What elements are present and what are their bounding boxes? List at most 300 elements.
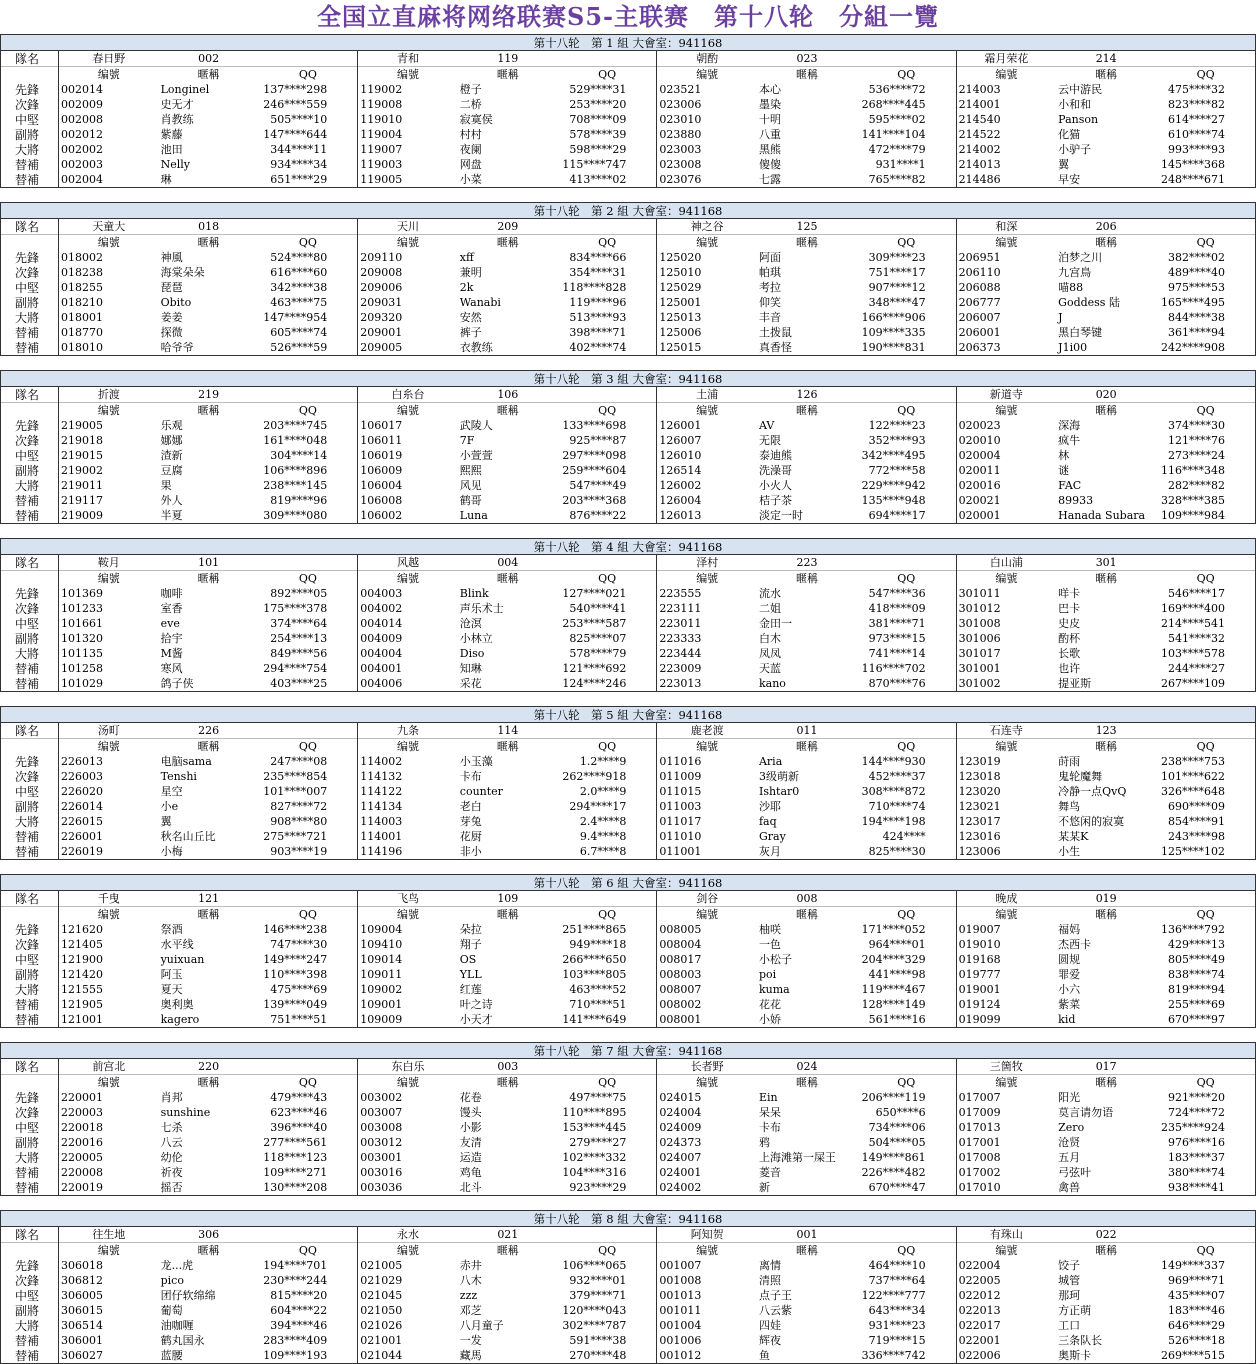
- player-id: 109014: [358, 952, 458, 967]
- player-id: 106004: [358, 478, 458, 493]
- col-header-nick: 暱稱: [757, 907, 857, 923]
- team-blank: [259, 219, 358, 235]
- player-qq: 133****698: [562, 418, 627, 432]
- player-nickname: 阳光: [1058, 1090, 1081, 1104]
- player-nickname: 黑白琴键: [1058, 325, 1103, 339]
- player-qq: 708****09: [569, 112, 627, 126]
- team-blank: [558, 1227, 657, 1243]
- position-label: 中堅: [1, 280, 59, 295]
- player-id: 121405: [59, 937, 159, 952]
- player-nickname: 蓝腰: [159, 1348, 259, 1364]
- col-header-nick: 暱稱: [458, 235, 558, 251]
- player-qq: 591****38: [569, 1333, 627, 1347]
- player-nickname: 海棠朵朵: [160, 265, 205, 279]
- player-id: 219117: [59, 493, 159, 508]
- player-qq: 297****098: [562, 448, 627, 462]
- player-nickname: 小e: [160, 799, 179, 813]
- player-nickname: 肖邦: [160, 1090, 183, 1104]
- table-row: [1, 82, 1256, 97]
- player-id: 226001: [59, 829, 159, 844]
- player-id: 011010: [657, 829, 757, 844]
- player-id: 306018: [59, 1258, 159, 1273]
- player-qq: 825****07: [569, 631, 627, 645]
- player-qq: 670****47: [857, 1180, 956, 1196]
- player-qq: 424****: [882, 829, 926, 843]
- player-qq: 578****39: [569, 127, 627, 141]
- group-block: [0, 1042, 1256, 1196]
- player-id: 301001: [956, 661, 1056, 676]
- player-nickname: eve: [160, 616, 180, 630]
- player-qq: 253****587: [562, 616, 627, 630]
- player-qq: 381****71: [868, 616, 926, 630]
- position-label: 替補: [1, 172, 59, 188]
- player-qq: 976****16: [1156, 1135, 1255, 1150]
- player-id: 021001: [358, 1333, 458, 1348]
- player-nickname: 卡布: [758, 1120, 781, 1134]
- team-name-label: 隊名: [1, 219, 59, 235]
- player-qq: 710****51: [569, 997, 627, 1011]
- player-id: 003008: [358, 1120, 458, 1135]
- player-id: 121420: [59, 967, 159, 982]
- player-id: 022001: [956, 1333, 1056, 1348]
- player-nickname: 老白: [459, 799, 482, 813]
- col-header-nick: 暱稱: [458, 67, 558, 83]
- player-qq: 441****98: [868, 967, 926, 981]
- player-qq: 475****32: [1156, 82, 1255, 97]
- player-qq: 907****12: [868, 280, 926, 294]
- team-name-label: 隊名: [1, 51, 59, 67]
- player-qq: 2.4****8: [579, 814, 627, 828]
- player-id: 126514: [657, 463, 757, 478]
- player-id: 219005: [59, 418, 159, 433]
- player-nickname: 菱音: [758, 1165, 781, 1179]
- player-id: 011003: [657, 799, 757, 814]
- player-nickname: 仰笑: [758, 295, 781, 309]
- player-qq: 497****75: [569, 1090, 627, 1104]
- group-block: [0, 202, 1256, 356]
- player-nickname: 鸦: [758, 1135, 770, 1149]
- team-blank: [1156, 891, 1255, 907]
- position-label: 替補: [1, 493, 59, 508]
- player-id: 020021: [956, 493, 1056, 508]
- position-label: 替補: [1, 1180, 59, 1196]
- player-nickname: 龙...虎: [160, 1258, 194, 1272]
- player-id: 004002: [358, 601, 458, 616]
- player-id: 017001: [956, 1135, 1056, 1150]
- team-name: 阿知贺: [657, 1227, 757, 1243]
- player-nickname: 小影: [459, 1120, 482, 1134]
- player-nickname: 咩卡: [1058, 586, 1081, 600]
- team-name: 飞鸟: [358, 891, 458, 907]
- player-qq: 838****74: [1156, 967, 1255, 982]
- player-nickname: 寂寞侯: [459, 112, 493, 126]
- player-qq: 309****080: [259, 508, 358, 524]
- player-qq: 934****34: [270, 157, 328, 171]
- player-nickname: 小娇: [757, 1012, 857, 1028]
- player-nickname: 呆呆: [758, 1105, 781, 1119]
- table-row: [1, 586, 1256, 601]
- player-qq: 139****049: [263, 997, 328, 1011]
- player-id: 209031: [358, 295, 458, 310]
- player-id: 121555: [59, 982, 159, 997]
- player-id: 206007: [956, 310, 1056, 325]
- player-id: 114002: [358, 754, 458, 769]
- player-nickname: 不悠闲的寂寞: [1058, 814, 1125, 828]
- player-nickname: 鹤丸国永: [160, 1333, 205, 1347]
- player-id: 214486: [956, 172, 1056, 188]
- player-id: 214540: [956, 112, 1056, 127]
- player-id: 019168: [956, 952, 1056, 967]
- player-id: 002012: [59, 127, 159, 142]
- player-id: 106017: [358, 418, 458, 433]
- team-name: 春日野: [59, 51, 159, 67]
- col-header-qq: QQ: [558, 67, 657, 83]
- player-id: 022006: [956, 1348, 1056, 1364]
- team-name-label: 隊名: [1, 723, 59, 739]
- player-nickname: 花厨: [459, 829, 482, 843]
- group-table: [0, 202, 1256, 356]
- player-nickname: 葡萄: [160, 1303, 183, 1317]
- player-nickname: 武陵人: [459, 418, 493, 432]
- col-header-nick: 暱稱: [159, 1075, 259, 1091]
- player-qq: 141****104: [861, 127, 926, 141]
- label-blank: [1, 1075, 59, 1091]
- table-row: [1, 325, 1256, 340]
- player-qq: 161****048: [263, 433, 328, 447]
- player-nickname: Ishtar0: [758, 784, 800, 798]
- table-row: [1, 1012, 1256, 1028]
- col-header-nick: 暱稱: [458, 403, 558, 419]
- group-block: [0, 1210, 1256, 1364]
- player-nickname: 沙耶: [758, 799, 781, 813]
- player-qq: 308****872: [861, 784, 926, 798]
- player-nickname: 寒风: [160, 661, 183, 675]
- col-header-nick: 暱稱: [159, 67, 259, 83]
- player-id: 125013: [657, 310, 757, 325]
- player-qq: 374****64: [270, 616, 328, 630]
- player-nickname: 金田一: [758, 616, 792, 630]
- player-id: 008001: [657, 1012, 757, 1028]
- team-id: 021: [458, 1227, 558, 1243]
- player-qq: 463****52: [569, 982, 627, 996]
- player-nickname: 花卷: [459, 1090, 482, 1104]
- player-nickname: AV: [758, 418, 775, 432]
- position-label: 替補: [1, 340, 59, 356]
- team-blank: [1156, 219, 1255, 235]
- player-nickname: 探微: [160, 325, 183, 339]
- player-id: 101029: [59, 676, 159, 692]
- player-qq: 623****46: [270, 1105, 328, 1119]
- player-qq: 101****007: [263, 784, 328, 798]
- player-id: 123016: [956, 829, 1056, 844]
- player-qq: 149****337: [1156, 1258, 1255, 1273]
- player-nickname: sunshine: [160, 1105, 211, 1119]
- player-id: 003007: [358, 1105, 458, 1120]
- player-nickname: 小驴子: [1058, 142, 1092, 156]
- position-label: 次鋒: [1, 433, 59, 448]
- player-id: 119005: [358, 172, 458, 188]
- player-nickname: 神風: [160, 250, 183, 264]
- player-qq: 247****08: [270, 754, 328, 768]
- player-id: 008002: [657, 997, 757, 1012]
- player-id: 024015: [657, 1090, 757, 1105]
- player-id: 106009: [358, 463, 458, 478]
- team-id: 008: [757, 891, 857, 907]
- player-nickname: 村村: [459, 127, 482, 141]
- table-row: [1, 1135, 1256, 1150]
- col-header-id: 编號: [358, 907, 458, 923]
- player-id: 017002: [956, 1165, 1056, 1180]
- player-nickname: Zero: [1058, 1120, 1085, 1134]
- col-header-nick: 暱稱: [1056, 739, 1156, 755]
- col-header-qq: QQ: [558, 1075, 657, 1091]
- player-nickname: 墨染: [758, 97, 781, 111]
- player-qq: 253****20: [569, 97, 627, 111]
- player-id: 119010: [358, 112, 458, 127]
- table-row: [1, 997, 1256, 1012]
- player-id: 119008: [358, 97, 458, 112]
- player-qq: 135****948: [861, 493, 926, 507]
- player-id: 004004: [358, 646, 458, 661]
- player-nickname: Obito: [160, 295, 192, 309]
- player-qq: 101****622: [1156, 769, 1255, 784]
- player-id: 001004: [657, 1318, 757, 1333]
- player-qq: 243****98: [1156, 829, 1255, 844]
- player-qq: 121****692: [562, 661, 627, 675]
- player-qq: 294****754: [263, 661, 328, 675]
- player-qq: 374****30: [1156, 418, 1255, 433]
- player-qq: 931****23: [868, 1318, 926, 1332]
- col-header-id: 编號: [956, 403, 1056, 419]
- player-id: 114134: [358, 799, 458, 814]
- team-name-label: 隊名: [1, 1227, 59, 1243]
- player-nickname: 阿玉: [160, 967, 183, 981]
- col-header-id: 编號: [657, 1075, 757, 1091]
- team-blank: [558, 1059, 657, 1075]
- player-qq: 127****021: [562, 586, 627, 600]
- col-header-qq: QQ: [259, 235, 358, 251]
- position-label: 副將: [1, 1303, 59, 1318]
- player-qq: 379****71: [569, 1288, 627, 1302]
- player-id: 214522: [956, 127, 1056, 142]
- player-qq: 892****05: [270, 586, 328, 600]
- player-qq: 103****805: [562, 967, 627, 981]
- player-id: 219002: [59, 463, 159, 478]
- player-nickname: 翼: [160, 814, 172, 828]
- team-id: 125: [757, 219, 857, 235]
- player-qq: 646****29: [1156, 1318, 1255, 1333]
- player-qq: 275****721: [263, 829, 328, 843]
- player-id: 011001: [657, 844, 757, 860]
- player-id: 219011: [59, 478, 159, 493]
- player-qq: 823****82: [1156, 97, 1255, 112]
- player-id: 123018: [956, 769, 1056, 784]
- col-header-nick: 暱稱: [757, 571, 857, 587]
- player-nickname: 邓芝: [459, 1303, 482, 1317]
- position-label: 替補: [1, 676, 59, 692]
- player-id: 022017: [956, 1318, 1056, 1333]
- player-qq: 282****82: [1156, 478, 1255, 493]
- player-nickname: 八月童子: [459, 1318, 504, 1332]
- position-label: 中堅: [1, 112, 59, 127]
- group-table: [0, 1210, 1256, 1364]
- player-id: 126013: [657, 508, 757, 524]
- player-id: 101320: [59, 631, 159, 646]
- player-nickname: 翼: [1058, 157, 1070, 171]
- player-qq: 348****47: [868, 295, 926, 309]
- player-qq: 479****43: [270, 1090, 328, 1104]
- player-id: 019007: [956, 922, 1056, 937]
- player-nickname: 史皮: [1058, 616, 1081, 630]
- col-header-qq: QQ: [1156, 235, 1255, 251]
- player-id: 101661: [59, 616, 159, 631]
- player-qq: 403****25: [259, 676, 358, 692]
- player-nickname: 早安: [1056, 172, 1156, 188]
- player-nickname: 赤井: [459, 1258, 482, 1272]
- player-id: 209320: [358, 310, 458, 325]
- player-nickname: 小天才: [458, 1012, 558, 1028]
- player-nickname: 果: [160, 478, 172, 492]
- player-nickname: 八云紫: [758, 1303, 792, 1317]
- col-header-qq: QQ: [259, 67, 358, 83]
- player-qq: 524****80: [270, 250, 328, 264]
- player-qq: 122****777: [861, 1288, 926, 1302]
- player-id: 017010: [956, 1180, 1056, 1196]
- player-nickname: 一发: [459, 1333, 482, 1347]
- col-header-id: 编號: [657, 907, 757, 923]
- team-name: 泽村: [657, 555, 757, 571]
- player-qq: 141****649: [558, 1012, 657, 1028]
- player-nickname: 红莲: [459, 982, 482, 996]
- player-qq: 206****119: [861, 1090, 926, 1104]
- player-id: 306005: [59, 1288, 159, 1303]
- player-qq: 475****69: [270, 982, 328, 996]
- player-nickname: 泊梦之川: [1058, 250, 1103, 264]
- player-id: 106008: [358, 493, 458, 508]
- player-qq: 908****80: [270, 814, 328, 828]
- player-qq: 614****27: [1156, 112, 1255, 127]
- player-qq: 238****145: [263, 478, 328, 492]
- player-qq: 719****15: [868, 1333, 926, 1347]
- player-id: 223009: [657, 661, 757, 676]
- player-id: 220019: [59, 1180, 159, 1196]
- player-nickname: 新: [757, 1180, 857, 1196]
- player-id: 206373: [956, 340, 1056, 356]
- team-id: 001: [757, 1227, 857, 1243]
- player-qq: 109****271: [263, 1165, 328, 1179]
- player-qq: 819****96: [270, 493, 328, 507]
- team-name: 天川: [358, 219, 458, 235]
- player-nickname: kid: [1056, 1012, 1156, 1028]
- player-nickname: 幼伦: [160, 1150, 183, 1164]
- player-id: 121905: [59, 997, 159, 1012]
- col-header-id: 编號: [657, 1243, 757, 1259]
- player-nickname: 莫言请勿语: [1058, 1105, 1114, 1119]
- player-id: 002003: [59, 157, 159, 172]
- team-id: 220: [159, 1059, 259, 1075]
- player-nickname: 摇否: [159, 1180, 259, 1196]
- player-id: 011017: [657, 814, 757, 829]
- player-id: 020004: [956, 448, 1056, 463]
- player-nickname: 也许: [1058, 661, 1081, 675]
- col-header-id: 编號: [956, 1075, 1056, 1091]
- player-qq: 229****942: [861, 478, 926, 492]
- player-id: 214013: [956, 157, 1056, 172]
- player-nickname: Nelly: [160, 157, 190, 171]
- player-qq: 402****74: [558, 340, 657, 356]
- player-nickname: Aria: [758, 754, 783, 768]
- team-name: 千曳: [59, 891, 159, 907]
- player-nickname: 圆规: [1058, 952, 1081, 966]
- player-id: 214002: [956, 142, 1056, 157]
- table-row: [1, 1258, 1256, 1273]
- table-row: [1, 1303, 1256, 1318]
- player-qq: 529****31: [569, 82, 627, 96]
- team-name: 青和: [358, 51, 458, 67]
- player-id: 119002: [358, 82, 458, 97]
- col-header-qq: QQ: [259, 571, 358, 587]
- team-name: 和深: [956, 219, 1056, 235]
- player-qq: 741****14: [868, 646, 926, 660]
- table-row: [1, 280, 1256, 295]
- player-id: 220003: [59, 1105, 159, 1120]
- player-id: 021029: [358, 1273, 458, 1288]
- col-header-id: 编號: [358, 235, 458, 251]
- player-id: 206110: [956, 265, 1056, 280]
- player-nickname: 夏天: [160, 982, 183, 996]
- team-blank: [259, 555, 358, 571]
- player-id: 126010: [657, 448, 757, 463]
- player-qq: 670****97: [1156, 1012, 1255, 1028]
- player-id: 008017: [657, 952, 757, 967]
- player-id: 001007: [657, 1258, 757, 1273]
- col-header-id: 编號: [358, 1075, 458, 1091]
- col-header-id: 编號: [59, 403, 159, 419]
- col-header-nick: 暱稱: [458, 907, 558, 923]
- player-nickname: yuixuan: [160, 952, 205, 966]
- player-qq: 819****94: [1156, 982, 1255, 997]
- player-id: 001006: [657, 1333, 757, 1348]
- player-qq: 304****14: [270, 448, 328, 462]
- position-label: 中堅: [1, 448, 59, 463]
- group-block: [0, 706, 1256, 860]
- team-name: 前宫北: [59, 1059, 159, 1075]
- team-blank: [558, 387, 657, 403]
- team-blank: [558, 51, 657, 67]
- group-list: [0, 34, 1256, 1364]
- player-id: 024007: [657, 1150, 757, 1165]
- player-qq: 238****753: [1156, 754, 1255, 769]
- player-id: 109009: [358, 1012, 458, 1028]
- player-qq: 489****40: [1156, 265, 1255, 280]
- player-qq: 805****49: [1156, 952, 1255, 967]
- player-nickname: 友清: [459, 1135, 482, 1149]
- player-qq: 171****052: [861, 922, 926, 936]
- team-id: 121: [159, 891, 259, 907]
- group-table: [0, 34, 1256, 188]
- player-nickname: 黑熊: [758, 142, 781, 156]
- player-qq: 876****22: [558, 508, 657, 524]
- player-qq: 382****02: [1156, 250, 1255, 265]
- player-id: 114003: [358, 814, 458, 829]
- player-qq: 504****05: [868, 1135, 926, 1149]
- position-label: 替補: [1, 1165, 59, 1180]
- col-header-qq: QQ: [259, 1075, 358, 1091]
- player-nickname: 小生: [1056, 844, 1156, 860]
- player-nickname: 点子王: [758, 1288, 792, 1302]
- player-id: 002004: [59, 172, 159, 188]
- col-header-qq: QQ: [1156, 571, 1255, 587]
